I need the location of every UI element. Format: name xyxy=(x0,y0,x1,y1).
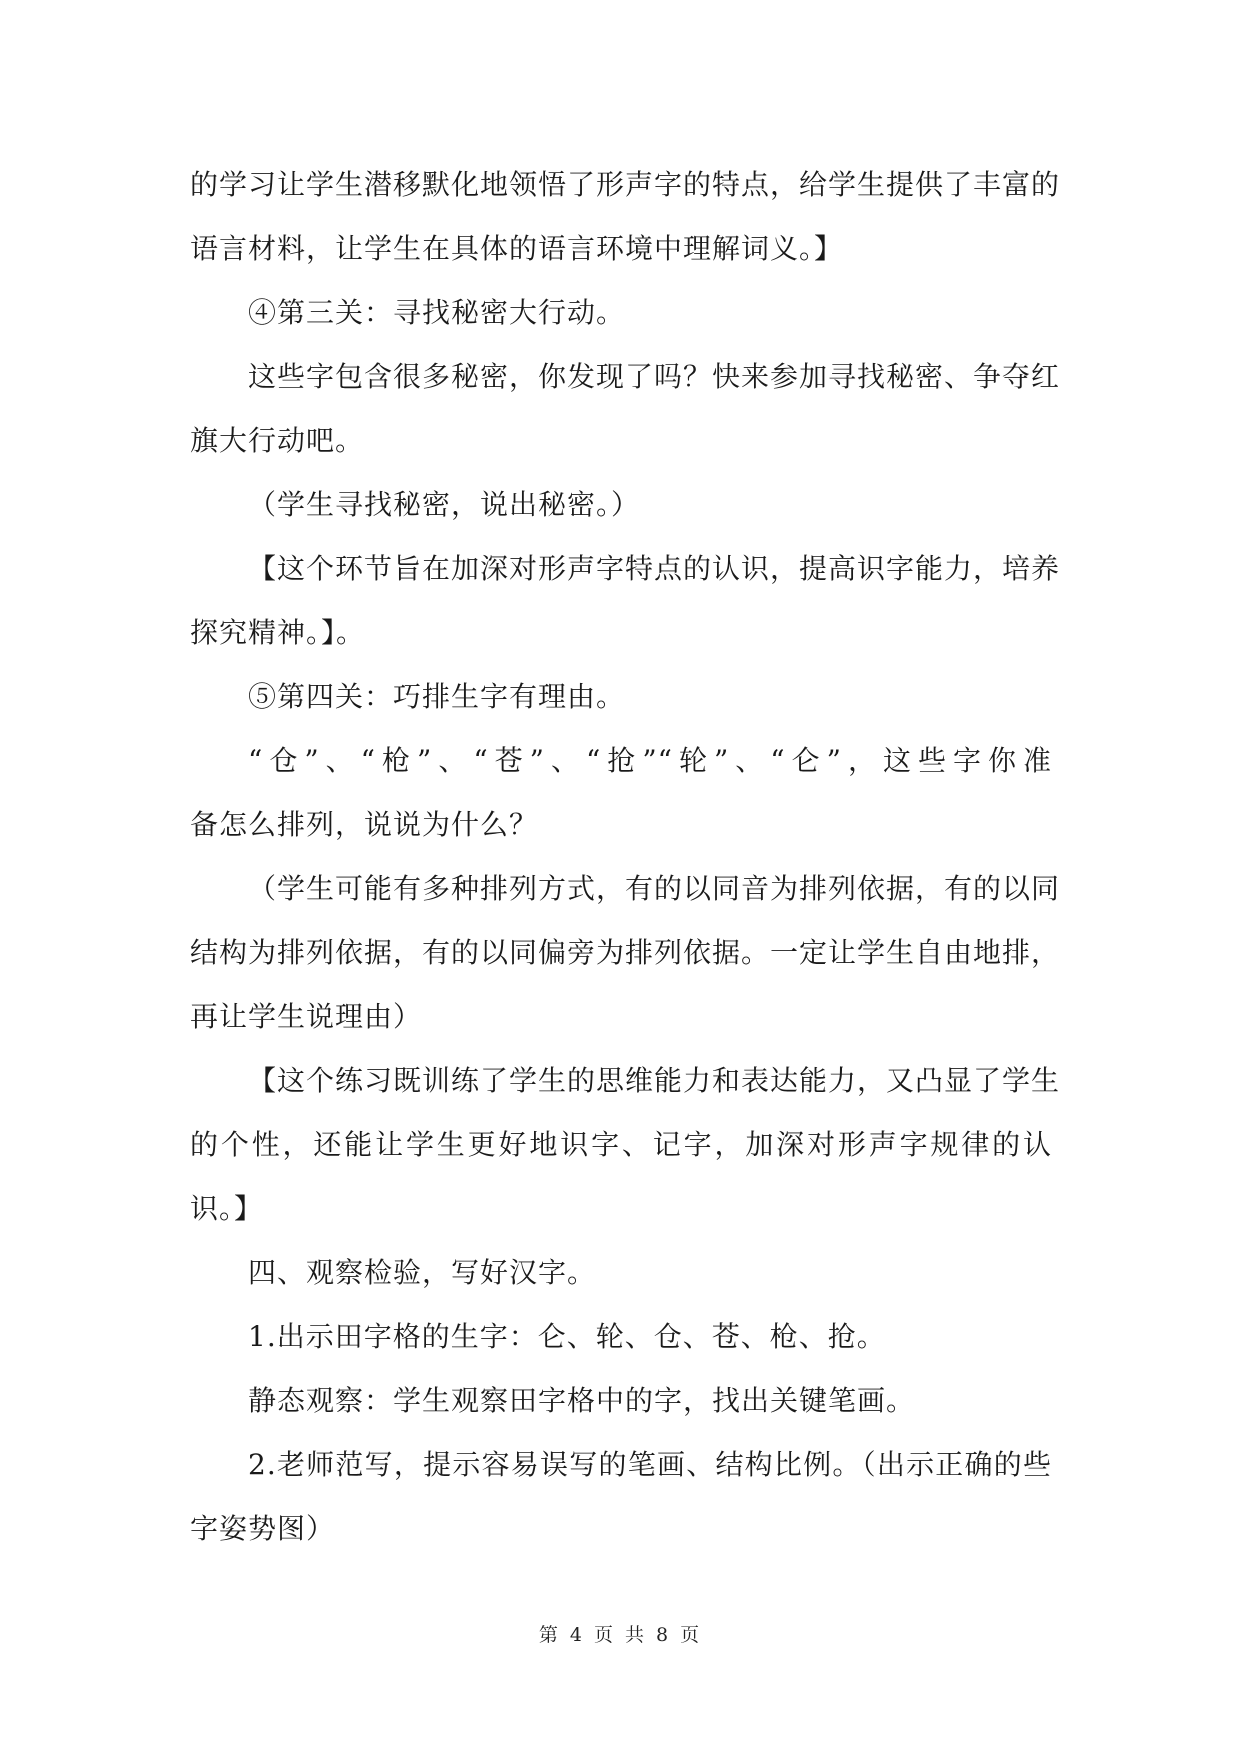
text-line: 这些字包含很多秘密，你发现了吗？快来参加寻找秘密、争夺红 xyxy=(248,360,1061,393)
text-line: （学生可能有多种排列方式，有的以同音为排列依据，有的以同 xyxy=(248,872,1061,905)
text-line: 1.出示田字格的生字：仑、轮、仓、苍、枪、抢。 xyxy=(248,1320,886,1353)
text-line: 旗大行动吧。 xyxy=(190,424,365,457)
text-line: 备怎么排列，说说为什么？ xyxy=(190,808,539,841)
text-line: 的学习让学生潜移默化地领悟了形声字的特点，给学生提供了丰富的 xyxy=(190,168,1061,201)
text-line: 探究精神。】。 xyxy=(190,616,366,649)
text-line: 字姿势图） xyxy=(190,1512,336,1545)
text-line: 2.老师范写，提示容易误写的笔画、结构比例。（出示正确的些 xyxy=(248,1448,1052,1481)
text-line: 再让学生说理由） xyxy=(190,1000,423,1033)
section-heading: ⑤第四关：巧排生字有理由。 xyxy=(248,680,626,713)
text-line: （学生寻找秘密，说出秘密。） xyxy=(248,488,641,521)
section-heading: ④第三关：寻找秘密大行动。 xyxy=(248,296,626,329)
text-line: 静态观察：学生观察田字格中的字，找出关键笔画。 xyxy=(248,1384,916,1417)
text-line: 【这个环节旨在加深对形声字特点的认识，提高识字能力，培养 xyxy=(248,552,1061,585)
text-line: 结构为排列依据，有的以同偏旁为排列依据。一定让学生自由地排， xyxy=(190,936,1061,969)
section-heading: 四、观察检验，写好汉字。 xyxy=(248,1256,597,1289)
text-line: 的个性，还能让学生更好地识字、记字，加深对形声字规律的认 xyxy=(190,1128,1052,1161)
text-line: 【这个练习既训练了学生的思维能力和表达能力，又凸显了学生 xyxy=(248,1064,1061,1097)
text-line: 语言材料，让学生在具体的语言环境中理解词义。】 xyxy=(190,232,844,265)
text-line: “仓”、“枪”、“苍”、“抢”“轮”、“仑”，这些字你准 xyxy=(248,744,1052,777)
text-line: 识。】 xyxy=(190,1192,264,1225)
page-number-footer: 第 4 页 共 8 页 xyxy=(538,1624,703,1646)
document-body xyxy=(190,153,1061,1561)
